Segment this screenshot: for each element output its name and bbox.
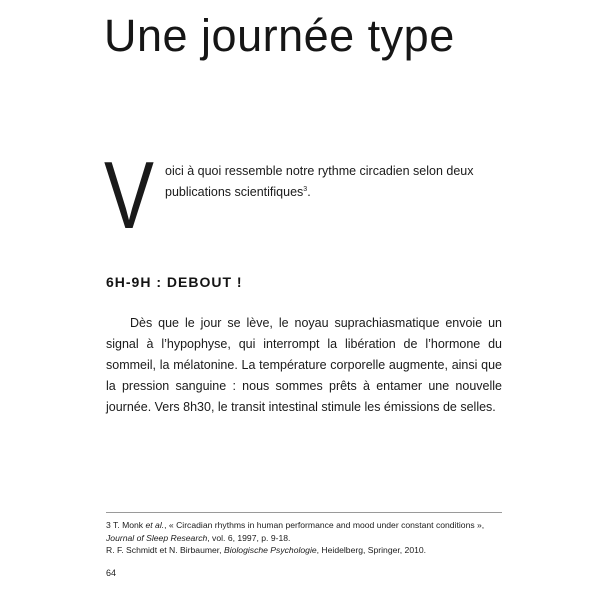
footnote-2 [106, 544, 502, 557]
footnote-1-etal: et al. [145, 520, 165, 530]
page-title: Une journée type [104, 10, 455, 61]
footnote-2-details: , Heidelberg, Springer, 2010. [316, 545, 427, 555]
drop-cap: V [104, 142, 154, 249]
intro-text: oici à quoi ressemble notre rythme circadien selon deux publications scientifiques [165, 164, 474, 199]
footnote-1 [106, 519, 502, 544]
footnote-reference: 3 [303, 185, 308, 193]
footnote-1-marker: 3 [106, 520, 111, 530]
footnote-divider [106, 512, 502, 513]
section-body: Dès que le jour se lève, le noyau suprachiasmatique envoie un signal à l’hypophyse, qui interrompt la libération de l’hormone du sommeil, la mélatonine. La température corporelle augmente, ainsi que la pression sanguine : nous sommes prêts à entamer une nouvelle journée. Vers 8h30, le transit intestinal stimule les émissions de selles. [106, 316, 502, 414]
footnote-2-book: Biologische Psychologie [223, 545, 317, 555]
footnote-1-journal: Journal of Sleep Research [106, 532, 208, 543]
intro-end: . [307, 185, 311, 199]
page-number: 64 [106, 568, 117, 578]
footnote-2-author: R. F. Schmidt et N. Birbaumer, [106, 545, 224, 555]
footnote-1-article: , « Circadian rhythms in human performance and mood under constant conditions », [164, 520, 485, 530]
footnote-1-details: , vol. 6, 1997, p. 9-18. [207, 532, 291, 543]
footnotes [106, 519, 502, 557]
footnote-1-author: T. Monk [113, 520, 146, 530]
intro-paragraph [165, 161, 505, 203]
section-heading: 6H-9H : DEBOUT ! [106, 274, 243, 290]
